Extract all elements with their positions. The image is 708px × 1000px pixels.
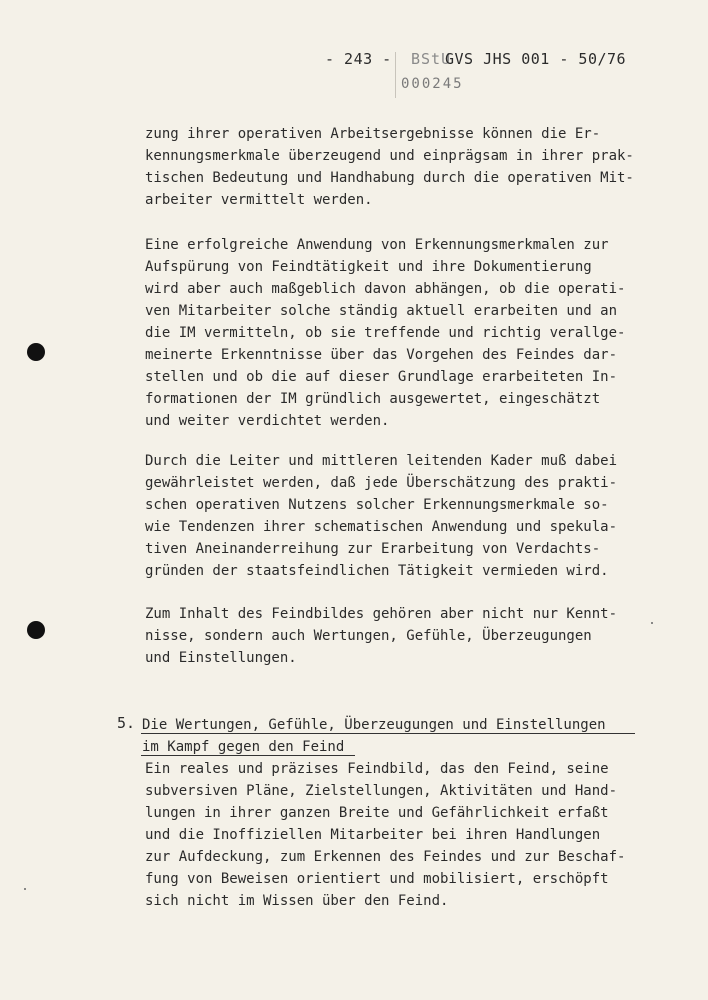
text-line: tischen Bedeutung und Handhabung durch die operativen Mit-	[145, 170, 634, 186]
text-line: zung ihrer operativen Arbeitsergebnisse können die Er-	[145, 126, 601, 142]
paper-speck	[651, 622, 653, 624]
paper-speck	[24, 888, 26, 890]
heading-line: im Kampf gegen den Feind	[142, 739, 345, 755]
paragraph-3	[145, 450, 617, 582]
text-line: Eine erfolgreiche Anwendung von Erkennungsmerkmalen zur	[145, 237, 609, 253]
text-line: Ein reales und präzises Feindbild, das den Feind, seine	[145, 761, 609, 777]
section-heading	[142, 714, 606, 758]
text-line: arbeiter vermittelt werden.	[145, 192, 373, 208]
page-number: - 243 -	[325, 50, 392, 68]
heading-underline	[141, 733, 635, 734]
stamp-divider	[395, 52, 396, 98]
text-line: ven Mitarbeiter solche ständig aktuell erarbeiten und an	[145, 303, 618, 319]
paragraph-1	[145, 123, 634, 211]
text-line: Durch die Leiter und mittleren leitenden Kader muß dabei	[145, 453, 618, 469]
bstu-stamp: BStU	[411, 50, 452, 68]
heading-underline	[141, 755, 355, 756]
text-line: gründen der staatsfeindlichen Tätigkeit vermieden wird.	[145, 563, 609, 579]
text-line: und weiter verdichtet werden.	[145, 413, 390, 429]
section-body	[145, 758, 625, 912]
text-line: subversiven Pläne, Zielstellungen, Aktivitäten und Hand-	[145, 783, 618, 799]
punch-hole	[27, 343, 45, 361]
text-line: lungen in ihrer ganzen Breite und Gefährlichkeit erfaßt	[145, 805, 609, 821]
text-line: Zum Inhalt des Feindbildes gehören aber nicht nur Kennt-	[145, 606, 618, 622]
archive-number: 000245	[401, 76, 464, 92]
text-line: und Einstellungen.	[145, 650, 297, 666]
text-line: tiven Aneinanderreihung zur Erarbeitung von Verdachts-	[145, 541, 601, 557]
punch-hole	[27, 621, 45, 639]
text-line: fung von Beweisen orientiert und mobilisiert, erschöpft	[145, 871, 609, 887]
text-line: meinerte Erkenntnisse über das Vorgehen des Feindes dar-	[145, 347, 618, 363]
heading-line: Die Wertungen, Gefühle, Überzeugungen und Einstellungen	[142, 717, 606, 733]
text-line: die IM vermitteln, ob sie treffende und richtig verallge-	[145, 325, 626, 341]
paragraph-4	[145, 603, 617, 669]
text-line: und die Inoffiziellen Mitarbeiter bei ihren Handlungen	[145, 827, 601, 843]
paragraph-2	[145, 234, 625, 432]
text-line: zur Aufdeckung, zum Erkennen des Feindes und zur Beschaf-	[145, 849, 626, 865]
text-line: wie Tendenzen ihrer schematischen Anwendung und spekula-	[145, 519, 618, 535]
text-line: stellen und ob die auf dieser Grundlage erarbeiteten In-	[145, 369, 618, 385]
text-line: kennungsmerkmale überzeugend und einprägsam in ihrer prak-	[145, 148, 634, 164]
text-line: gewährleistet werden, daß jede Überschätzung des prakti-	[145, 475, 618, 491]
text-line: formationen der IM gründlich ausgewertet, eingeschätzt	[145, 391, 601, 407]
text-line: sich nicht im Wissen über den Feind.	[145, 893, 449, 909]
document-reference: GVS JHS 001 - 50/76	[445, 50, 627, 68]
text-line: Aufspürung von Feindtätigkeit und ihre Dokumentierung	[145, 259, 592, 275]
text-line: nisse, sondern auch Wertungen, Gefühle, Überzeugungen	[145, 628, 592, 644]
text-line: schen operativen Nutzens solcher Erkennungsmerkmale so-	[145, 497, 609, 513]
section-number: 5.	[117, 714, 136, 732]
text-line: wird aber auch maßgeblich davon abhängen, ob die operati-	[145, 281, 626, 297]
